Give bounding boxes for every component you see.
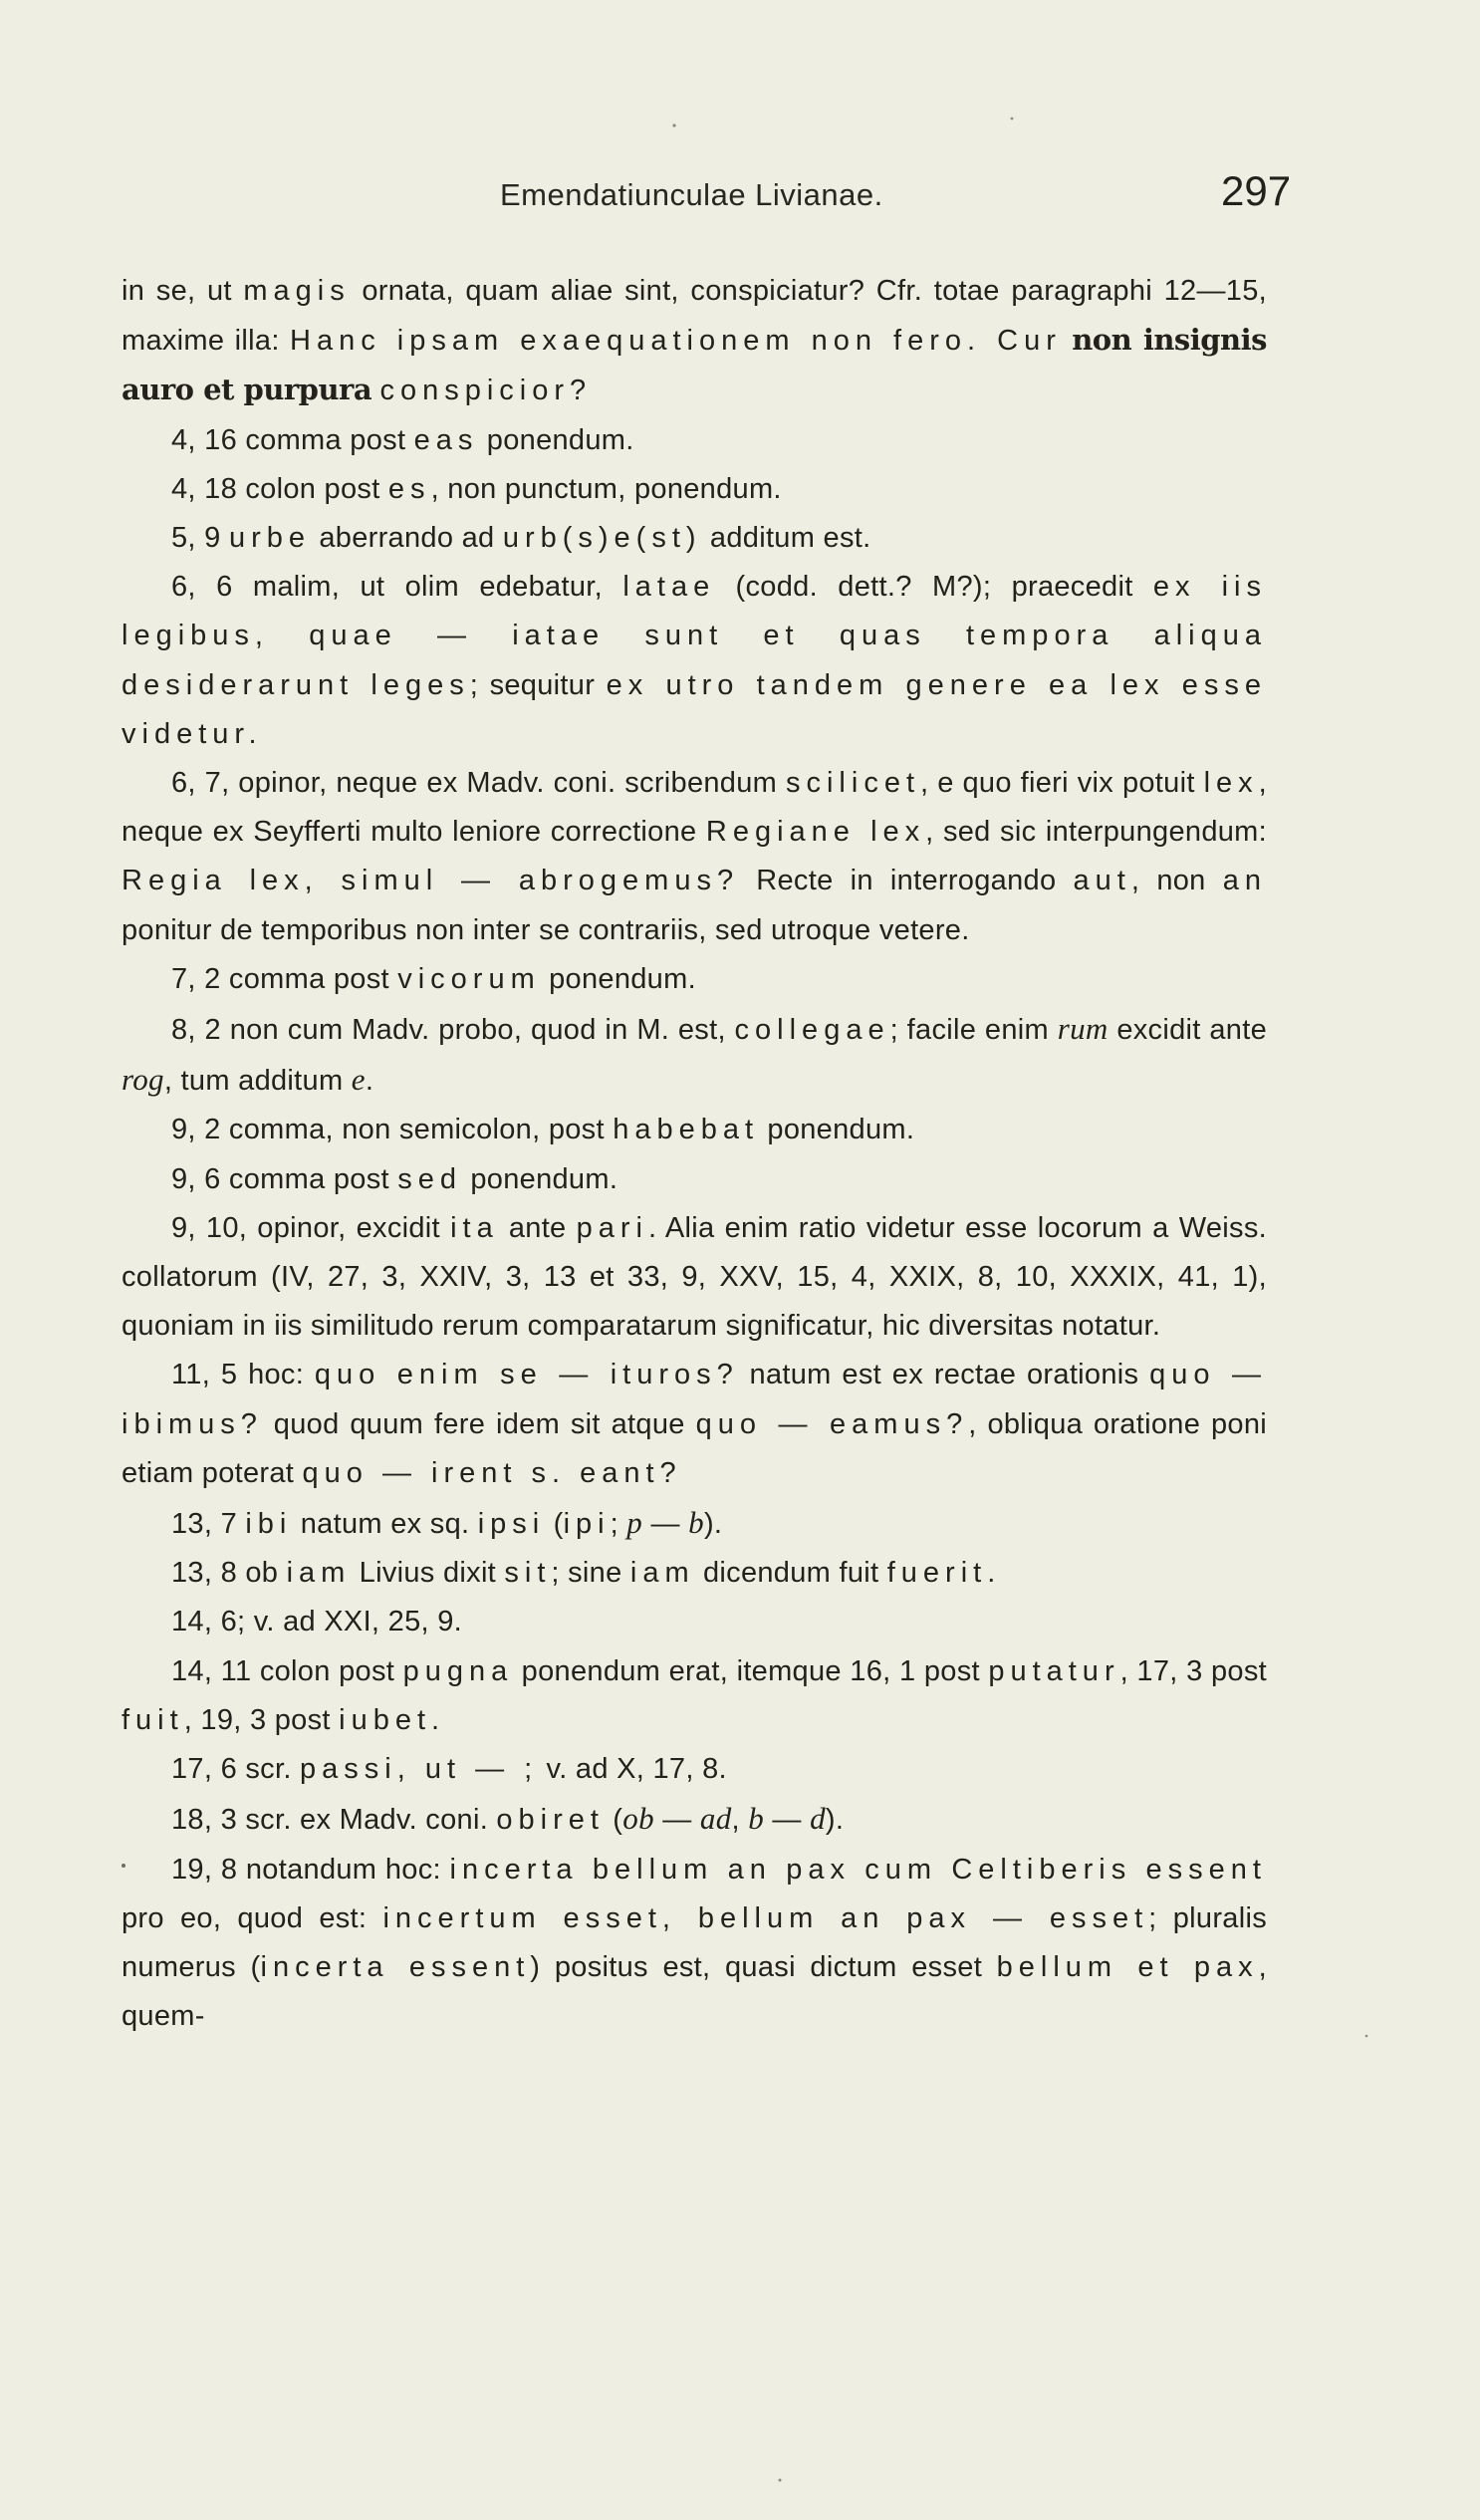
paragraph (122, 1155, 1267, 1204)
text-run: , 17, 3 post (1119, 1654, 1267, 1687)
spaced-latin-text: ipi (563, 1508, 611, 1541)
text-run: ornata, quam aliae sint, conspiciatur? Cfr. totae paragraphi 12—15, maxime illa: (122, 275, 1267, 358)
italic-text: ad (699, 1801, 732, 1837)
text-run: ; pluralis numerus ( (122, 1901, 1267, 1983)
text-run: 6, 6 malim, ut olim edebatur, (171, 571, 623, 604)
spaced-latin-text: passi, ut — ; (300, 1753, 539, 1786)
text-run: 17, 6 scr. (171, 1753, 301, 1786)
text-run: v. ad X, 17, 8. (538, 1753, 727, 1786)
paragraph (122, 514, 1267, 563)
spaced-latin-text: urb(s)e(st) (502, 522, 702, 555)
text-run: , tum additum (163, 1065, 352, 1098)
italic-text: b (688, 1505, 704, 1541)
text-run: ponendum. (478, 423, 634, 456)
paragraph (122, 1549, 1267, 1598)
text-run (1062, 325, 1072, 357)
spaced-latin-text: iubet (339, 1703, 432, 1736)
text-run: , e quo fieri vix potuit (920, 767, 1204, 800)
text-run: . Alia enim ratio videtur esse locorum a Weiss. collatorum (IV, 27, 3, XXIV, 3, 13 et 33, 9, XXV, 15, 4, XXIX, 8, 10, XXXIX, 41, 1), quoniam in iis similitudo rerum comparatarum significatur, hic diversitas notatur. (122, 1211, 1267, 1343)
spaced-latin-text: ita (450, 1211, 499, 1244)
spaced-latin-text: latae (622, 571, 716, 604)
text-run: ponendum. (540, 962, 696, 995)
text-run: in se, ut (122, 275, 244, 307)
spaced-latin-text: scilicet (785, 767, 920, 800)
text-run: , sed sic interpungendum: (925, 816, 1267, 849)
paragraph (122, 1498, 1267, 1549)
paragraph (122, 759, 1267, 955)
text-run: , non (1130, 865, 1223, 897)
italic-text: d (810, 1801, 826, 1837)
text-run: — (764, 1804, 811, 1837)
text-run: ). (703, 1508, 723, 1541)
bold-text: non insignis auro et purpura (122, 323, 1267, 407)
spaced-latin-text: ibi (245, 1508, 293, 1541)
text-run: 4, 18 colon post (171, 472, 388, 505)
text-run: 6, 7, opinor, neque ex Madv. coni. scribendum (171, 767, 786, 800)
paragraph (122, 465, 1267, 514)
text-run: ante (498, 1211, 577, 1244)
text-run: 8, 2 non cum Madv. probo, quod in M. est, (171, 1014, 735, 1047)
spaced-latin-text: quo — ibimus? (122, 1359, 1267, 1440)
spaced-latin-text: fuit (122, 1703, 184, 1736)
paragraph (122, 1647, 1267, 1745)
paragraph (122, 1204, 1267, 1352)
spaced-latin-text: incerta essent (260, 1950, 531, 1983)
spaced-latin-text: bellum et pax (996, 1950, 1259, 1983)
text-run: — (642, 1508, 689, 1541)
spaced-latin-text: putatur (988, 1654, 1120, 1687)
paragraph (122, 1004, 1267, 1106)
text-run: 18, 3 scr. ex Madv. coni. (171, 1804, 497, 1837)
spaced-latin-text: quo — eamus? (695, 1407, 969, 1440)
speck (1011, 118, 1014, 121)
spaced-latin-text: conspicior? (379, 375, 593, 407)
text-run: Livius dixit (351, 1557, 505, 1590)
text-run: , quem- (122, 1950, 1267, 2033)
paragraph (122, 267, 1267, 416)
spaced-latin-text: lex (1203, 767, 1259, 800)
text-run: aberrando ad (310, 522, 503, 555)
text-run: . (365, 1065, 374, 1098)
spaced-latin-text: Hanc ipsam exaequationem non fero. Cur (290, 325, 1062, 358)
italic-text: e (351, 1062, 366, 1098)
spaced-latin-text: eas (413, 423, 479, 456)
running-title: Emendatiunculae Livianae. (500, 177, 883, 212)
text-run: additum est. (701, 522, 871, 555)
text-run: 9, 2 comma, non semicolon, post (171, 1114, 614, 1146)
text-run: ( (604, 1804, 623, 1837)
text-run: natum est ex rectae orationis (738, 1359, 1150, 1391)
speck (1365, 2035, 1368, 2038)
italic-text: p (626, 1505, 643, 1541)
paragraph (122, 1745, 1267, 1794)
text-run: natum ex sq. (292, 1508, 478, 1541)
text-run: ; (610, 1508, 627, 1541)
spaced-latin-text: ex utro tandem genere ea lex esse videtur. (122, 668, 1267, 750)
text-run: 4, 16 comma post (171, 423, 414, 456)
text-run: (codd. dett.? M?); praecedit (715, 571, 1153, 604)
text-run: 19, 8 notandum hoc: (171, 1853, 450, 1886)
text-run: ponitur de temporibus non inter se contrariis, sed utroque vetere. (122, 913, 970, 946)
text-run: pro eo, quod est: (122, 1901, 383, 1934)
text-run: , 19, 3 post (183, 1703, 340, 1736)
text-run: ponendum. (759, 1114, 915, 1146)
text-run: 9, 6 comma post (171, 1162, 398, 1195)
text-run: . (431, 1703, 440, 1736)
text-run: excidit ante (1108, 1014, 1267, 1047)
text-run: ; sine (551, 1557, 630, 1590)
text-run: . (987, 1557, 996, 1590)
text-run: 11, 5 hoc: (171, 1359, 315, 1391)
text-run: , non punctum, ponendum. (430, 472, 782, 505)
spaced-latin-text: quo — irent s. eant? (302, 1456, 682, 1489)
spaced-latin-text: urbe (228, 522, 311, 555)
spaced-latin-text: Regia lex, simul — abrogemus? (122, 865, 740, 897)
text-run: 7, 2 comma post (171, 962, 398, 995)
spaced-latin-text: incertum esset, bellum an pax — esset (382, 1901, 1149, 1934)
spaced-latin-text: obiret (496, 1804, 605, 1837)
spaced-latin-text: vicorum (397, 962, 541, 995)
text-run: — (653, 1804, 700, 1837)
paragraph (122, 1106, 1267, 1154)
italic-text: rog (122, 1062, 164, 1098)
spaced-latin-text: sed (397, 1162, 462, 1195)
text-run: ; facile enim (889, 1014, 1058, 1047)
text-run: 9, 10, opinor, excidit (171, 1211, 451, 1244)
italic-text: b (748, 1801, 765, 1837)
spaced-latin-text: iam (629, 1557, 695, 1590)
spaced-latin-text: iam (286, 1557, 352, 1590)
text-run: , obliqua oratione poni etiam poterat (122, 1407, 1268, 1489)
spaced-latin-text: fuerit (886, 1557, 988, 1590)
paragraph (122, 955, 1267, 1004)
text-run: ponendum. (462, 1162, 618, 1195)
italic-text: ob (622, 1801, 654, 1837)
paragraph (122, 1846, 1267, 2042)
spaced-latin-text: an (1222, 865, 1267, 897)
text-run: 13, 8 ob (171, 1557, 287, 1590)
text-run: , neque ex Seyfferti multo leniore correctione (122, 767, 1267, 849)
text-run: 14, 6; v. ad XXI, 25, 9. (171, 1606, 463, 1638)
text-run: ; sequitur (469, 668, 607, 701)
text-run: Recte in interrogando (739, 865, 1074, 897)
spaced-latin-text: habebat (613, 1114, 760, 1146)
page-number: 297 (1221, 167, 1292, 214)
speck (672, 124, 675, 126)
paragraph (122, 1351, 1267, 1498)
spaced-latin-text: quo enim se — ituros? (314, 1359, 739, 1391)
spaced-latin-text: ipsi (477, 1508, 546, 1541)
text-run: ponendum erat, itemque 16, 1 post (513, 1654, 989, 1687)
text-run: 5, 9 (171, 522, 229, 555)
paragraph (122, 1794, 1267, 1845)
text-run: dicendum fuit (694, 1557, 887, 1590)
text-run: ) positus est, quasi dictum esset (530, 1950, 997, 1983)
spaced-latin-text: pugna (402, 1654, 514, 1687)
paragraph (122, 1598, 1267, 1646)
text-run: ). (825, 1804, 845, 1837)
paragraph (122, 416, 1267, 465)
text-run: quod quum fere idem sit atque (262, 1407, 696, 1440)
spaced-latin-text: aut (1073, 865, 1131, 897)
text-run: 13, 7 (171, 1508, 246, 1541)
spaced-latin-text: ex iis legibus, quae — iatae sunt et quas tempora aliqua desiderarunt leges (122, 571, 1267, 701)
running-head (0, 167, 1480, 227)
spaced-latin-text: collegae (734, 1014, 890, 1047)
spaced-latin-text: pari (576, 1211, 648, 1244)
italic-text: rum (1057, 1011, 1109, 1047)
text-run: 14, 11 colon post (171, 1654, 403, 1687)
text-run: , (731, 1804, 749, 1837)
spaced-latin-text: sit (504, 1557, 552, 1590)
body-text (122, 267, 1267, 2041)
spaced-latin-text: incerta bellum an pax cum Celtiberis essent (449, 1853, 1267, 1886)
speck (779, 2479, 782, 2482)
spaced-latin-text: es (387, 472, 431, 505)
paragraph (122, 563, 1267, 759)
spaced-latin-text: magis (243, 275, 351, 307)
spaced-latin-text: Regiane lex (705, 816, 926, 849)
text-run: ( (545, 1508, 564, 1541)
